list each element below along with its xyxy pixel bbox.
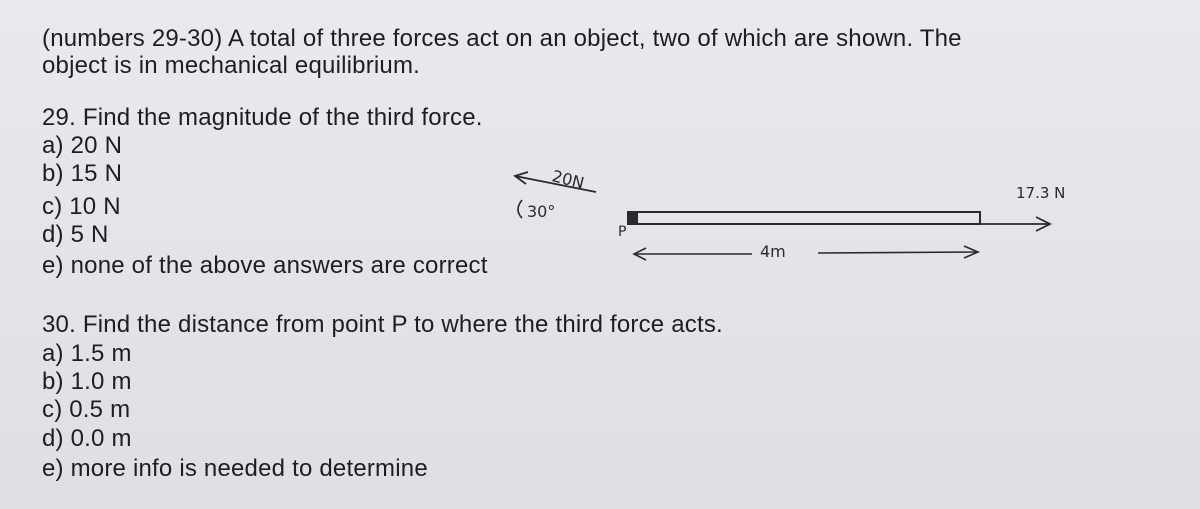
q30-question: 30. Find the distance from point P to where the third force acts. — [42, 311, 723, 338]
q30-option-a: a) 1.5 m — [42, 340, 132, 367]
length-dimension-arrow — [634, 246, 978, 260]
pivot-marker — [628, 212, 638, 224]
q29-option-b: b) 15 N — [42, 160, 123, 187]
intro-line-2: object is in mechanical equilibrium. — [42, 52, 421, 79]
q30-option-b: b) 1.0 m — [42, 368, 132, 395]
angle-label: 30° — [527, 202, 556, 221]
q29-option-d: d) 5 N — [42, 221, 109, 248]
beam — [628, 212, 980, 224]
intro-line-1: (numbers 29-30) A total of three forces act on an object, two of which are shown. The — [42, 25, 962, 52]
length-label: 4m — [760, 242, 786, 261]
q29-option-e: e) none of the above answers are correct — [42, 252, 488, 279]
q29-question: 29. Find the magnitude of the third force. — [42, 104, 483, 131]
q30-option-e: e) more info is needed to determine — [42, 455, 428, 482]
angle-arc — [518, 200, 522, 218]
force-17-3n-arrow — [978, 217, 1050, 231]
q30-option-c: c) 0.5 m — [42, 396, 131, 423]
point-p-label: P — [618, 224, 627, 240]
force-17-3n-label: 17.3 N — [1016, 184, 1066, 202]
q30-option-d: d) 0.0 m — [42, 425, 132, 452]
q29-option-a: a) 20 N — [42, 132, 123, 159]
q29-option-c: c) 10 N — [42, 193, 121, 220]
force-20n-label: 20N — [550, 166, 587, 193]
